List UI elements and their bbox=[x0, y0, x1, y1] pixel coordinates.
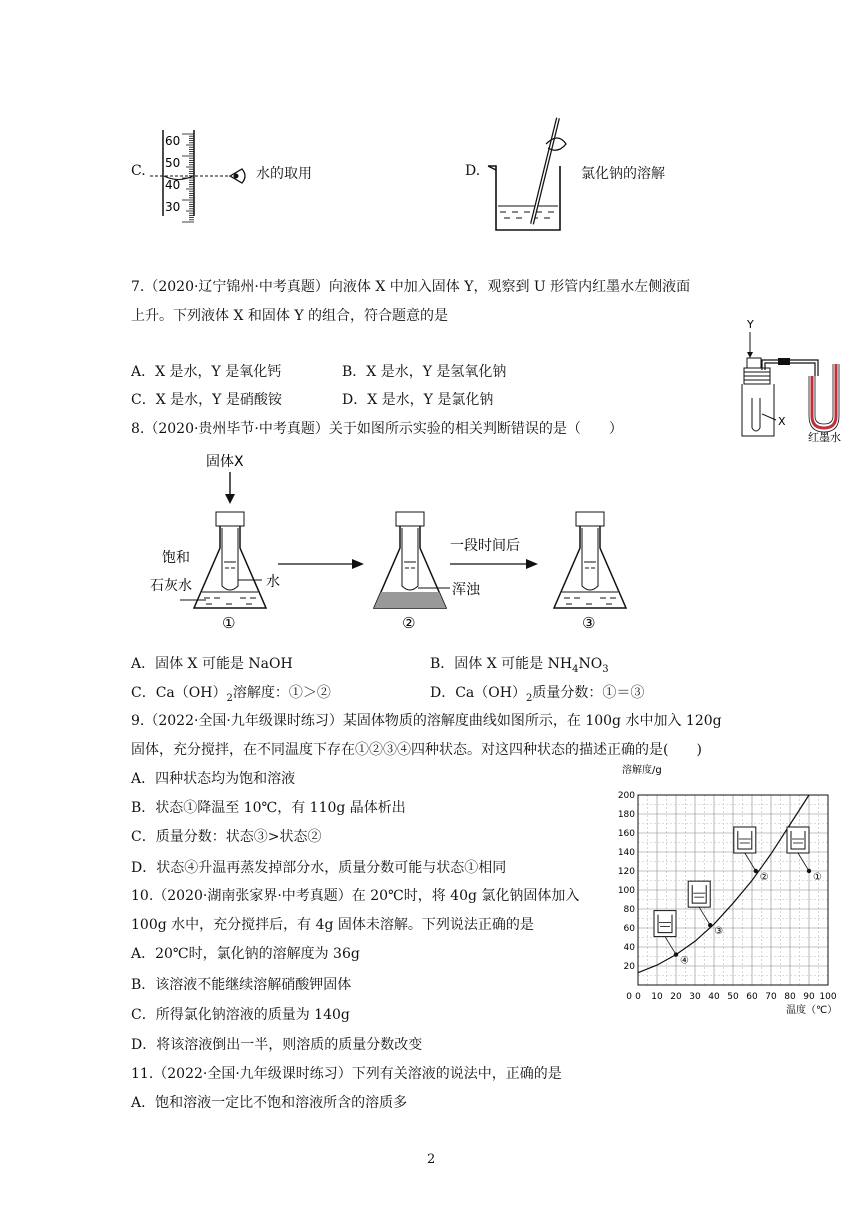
q9-option-a[interactable]: A．四种状态均为饱和溶液 bbox=[131, 771, 296, 787]
eye-icon bbox=[230, 169, 245, 183]
label-red-ink: 红墨水 bbox=[808, 431, 841, 444]
state-label: ① bbox=[813, 872, 822, 883]
solubility-curve-chart bbox=[610, 760, 850, 1020]
x-tick-label: 80 bbox=[784, 992, 796, 1002]
label-saturated: 饱和 bbox=[162, 550, 190, 566]
q8-option-c-post: 溶解度：①＞② bbox=[232, 685, 331, 701]
state-label: ③ bbox=[714, 926, 724, 938]
q6-d-text: 氯化钠的溶解 bbox=[581, 166, 665, 182]
flask-number-1: ① bbox=[222, 614, 236, 632]
x-tick-label: 90 bbox=[803, 992, 815, 1002]
label-after-time: 一段时间后 bbox=[450, 538, 520, 554]
q6-c-text: 水的取用 bbox=[256, 166, 312, 182]
q10-stem-line2: 100g 水中，充分搅拌后，有 4g 固体未溶解。下列说法正确的是 bbox=[131, 917, 534, 933]
cylinder-tick-30: 30 bbox=[165, 200, 181, 214]
flask-experiment-figure bbox=[150, 450, 640, 640]
y-tick-label: 200 bbox=[617, 791, 635, 801]
q9-option-b[interactable]: B．状态①降温至 10℃，有 110g 晶体析出 bbox=[131, 800, 406, 816]
y-tick-label: 100 bbox=[617, 886, 635, 896]
q8-option-b-sub1: 4 bbox=[572, 663, 579, 675]
q11-stem: 11.（2022·全国·九年级课时练习）下列有关溶液的说法中，正确的是 bbox=[131, 1066, 562, 1082]
q8-option-a[interactable]: A．固体 X 可能是 NaOH bbox=[131, 656, 293, 672]
q6-d-letter: D. bbox=[465, 163, 481, 179]
q7-option-a[interactable]: A．X 是水，Y 是氧化钙 bbox=[131, 364, 282, 380]
q7-stem-line1: 7.（2020·辽宁锦州·中考真题）向液体 X 中加入固体 Y，观察到 U 形管内红墨水左侧液面 bbox=[131, 279, 691, 295]
label-limewater: 石灰水 bbox=[150, 578, 192, 594]
chart-ylabel: 溶解度/g bbox=[622, 765, 662, 776]
cylinder-tick-60: 60 bbox=[165, 134, 181, 148]
y-tick-label: 180 bbox=[617, 810, 635, 820]
q8-option-b-mid: NO bbox=[578, 656, 603, 672]
q8-option-d-sub: 2 bbox=[525, 692, 533, 704]
x-tick-label: 50 bbox=[727, 992, 739, 1002]
y-tick-label: 140 bbox=[617, 848, 635, 858]
label-y: Y bbox=[747, 318, 754, 331]
x-tick-label: 20 bbox=[670, 992, 682, 1002]
q8-option-c[interactable] bbox=[131, 682, 331, 704]
y-tick-label: 160 bbox=[617, 829, 635, 839]
label-x: X bbox=[778, 415, 786, 428]
x-tick-label: 60 bbox=[746, 992, 758, 1002]
origin-tick-label: 0 bbox=[626, 992, 632, 1002]
chart-xlabel: 温度（℃） bbox=[786, 1005, 838, 1016]
beaker-icon bbox=[734, 827, 756, 871]
q10-option-a[interactable]: A．20℃时，氯化钠的溶解度为 36g bbox=[131, 946, 360, 962]
q8-option-c-pre: C．Ca（OH） bbox=[131, 685, 227, 701]
x-tick-label: 0 bbox=[635, 992, 641, 1002]
y-tick-label: 80 bbox=[623, 905, 635, 915]
q7-option-d[interactable]: D．X 是水，Y 是氯化钠 bbox=[342, 392, 494, 408]
q8-stem: 8.（2020·贵州毕节·中考真题）关于如图所示实验的相关判断错误的是（ ） bbox=[131, 421, 623, 437]
x-tick-label: 40 bbox=[708, 992, 720, 1002]
cylinder-tick-50: 50 bbox=[165, 156, 181, 170]
y-tick-label: 40 bbox=[623, 943, 635, 953]
state-label: ② bbox=[759, 872, 769, 883]
q9-option-d[interactable]: D．状态④升温再蒸发掉部分水，质量分数可能与状态①相同 bbox=[131, 860, 507, 876]
q10-option-d[interactable]: D．将该溶液倒出一半，则溶质的质量分数改变 bbox=[131, 1037, 423, 1053]
u-tube-apparatus-figure bbox=[730, 316, 850, 446]
y-tick-label: 20 bbox=[623, 962, 635, 972]
y-tick-label: 60 bbox=[623, 924, 635, 934]
q8-option-b[interactable] bbox=[430, 653, 609, 675]
cylinder-tick-40: 40 bbox=[165, 178, 181, 192]
q7-stem-line2: 上升。下列液体 X 和固体 Y 的组合，符合题意的是 bbox=[131, 308, 449, 324]
graduated-cylinder-figure bbox=[150, 128, 260, 218]
q6-c-letter: C. bbox=[131, 163, 146, 179]
q7-option-c[interactable]: C．X 是水，Y 是硝酸铵 bbox=[131, 392, 282, 408]
x-tick-label: 70 bbox=[765, 992, 777, 1002]
flask-number-2: ② bbox=[402, 614, 416, 632]
x-tick-label: 100 bbox=[819, 992, 837, 1002]
q7-option-b[interactable]: B．X 是水，Y 是氢氧化钠 bbox=[342, 364, 507, 380]
q9-stem-line1: 9.（2022·全国·九年级课时练习）某固体物质的溶解度曲线如图所示，在 100g 水中加入 120g bbox=[131, 713, 722, 729]
page-number: 2 bbox=[427, 1152, 436, 1167]
q8-option-d-post: 质量分数：①＝③ bbox=[532, 685, 645, 701]
flask-1 bbox=[194, 512, 266, 608]
hand-stir-icon bbox=[546, 138, 566, 150]
q10-option-b[interactable]: B．该溶液不能继续溶解硝酸钾固体 bbox=[131, 977, 352, 993]
q8-option-b-sub2: 3 bbox=[602, 663, 609, 675]
q8-option-c-sub: 2 bbox=[226, 692, 233, 704]
beaker-stir-figure bbox=[480, 118, 580, 238]
q9-option-c[interactable]: C．质量分数：状态③>状态② bbox=[131, 829, 322, 845]
x-tick-label: 30 bbox=[689, 992, 701, 1002]
state-point bbox=[708, 923, 712, 927]
x-tick-label: 10 bbox=[651, 992, 663, 1002]
flask-number-3: ③ bbox=[582, 614, 596, 632]
state-label: ④ bbox=[680, 955, 689, 967]
q11-option-a[interactable]: A．饱和溶液一定比不饱和溶液所含的溶质多 bbox=[131, 1095, 408, 1111]
q9-stem-line2: 固体，充分搅拌，在不同温度下存在①②③④四种状态。对这四种状态的描述正确的是( ) bbox=[131, 742, 702, 758]
q8-option-b-pre: B．固体 X 可能是 NH bbox=[430, 656, 573, 672]
label-turbid: 浑浊 bbox=[452, 582, 480, 598]
q10-stem-line1: 10.（2020·湖南张家界·中考真题）在 20℃时，将 40g 氯化钠固体加入 bbox=[131, 888, 580, 904]
q8-option-d[interactable] bbox=[430, 682, 644, 704]
label-water: 水 bbox=[266, 574, 280, 590]
y-tick-label: 120 bbox=[617, 867, 635, 877]
flask-2 bbox=[374, 512, 446, 608]
q10-option-c[interactable]: C．所得氯化钠溶液的质量为 140g bbox=[131, 1007, 350, 1023]
q8-option-d-pre: D．Ca（OH） bbox=[430, 685, 526, 701]
label-solid-x: 固体X bbox=[206, 454, 244, 470]
flask-3 bbox=[554, 512, 626, 608]
